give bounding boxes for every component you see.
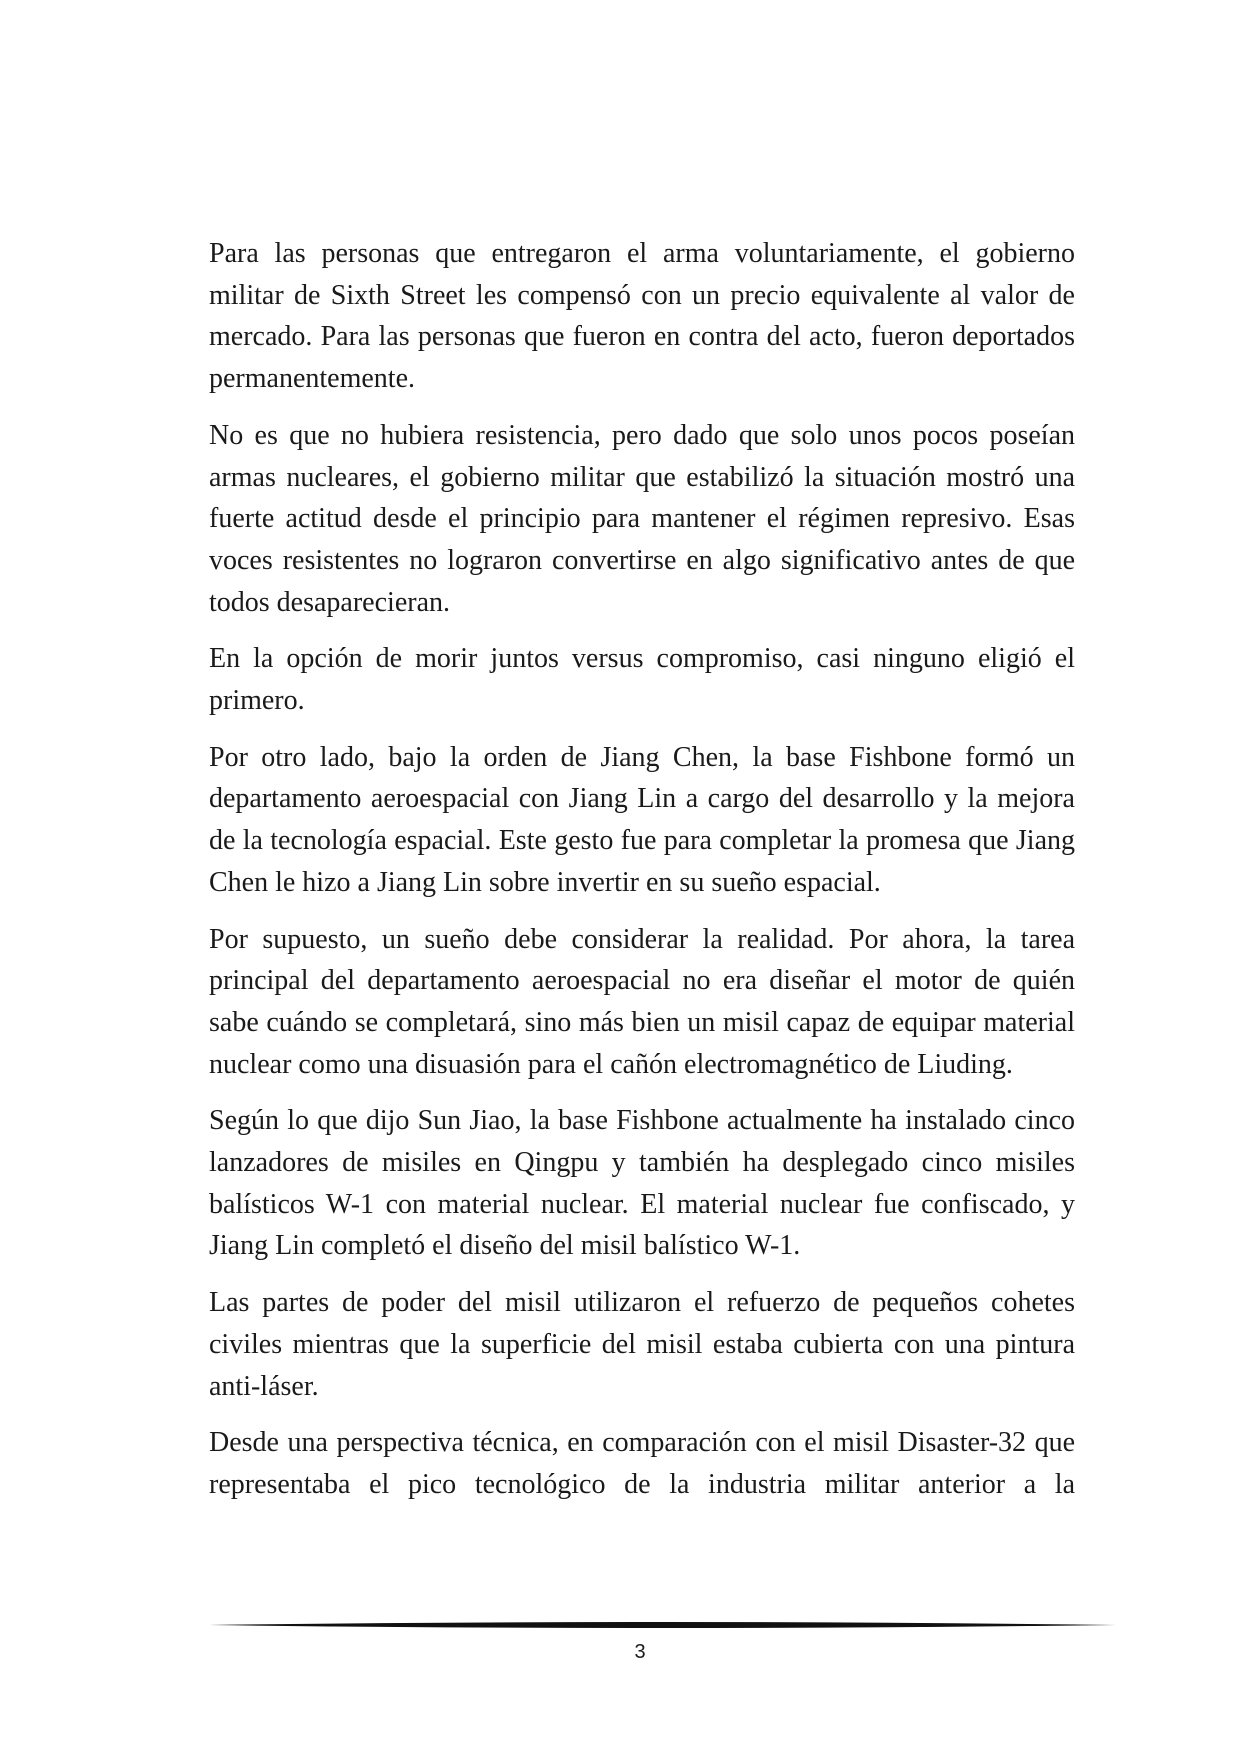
paragraph-4: Por otro lado, bajo la orden de Jiang Chen, la base Fishbone formó un departamento aeroespacial con Jiang Lin a cargo del desarrollo y la mejora de la tecnología espacial. Este gesto fue para completar la promesa que Jiang Chen le hizo a Jiang Lin sobre invertir en su sueño espacial. — [209, 741, 1075, 898]
page-number: 3 — [634, 1641, 646, 1663]
paragraph-2: No es que no hubiera resistencia, pero dado que solo unos pocos poseían armas nucleares, el gobierno militar que estabilizó la situación mostró una fuerte actitud desde el principio para mantener el régimen represivo. Esas voces resistentes no lograron convertirse en algo significativo antes de que todos desaparecieran. — [209, 419, 1075, 618]
paragraph-5: Por supuesto, un sueño debe considerar la realidad. Por ahora, la tarea principal del departamento aeroespacial no era diseñar el motor de quién sabe cuándo se completará, sino más bien un misil capaz de equipar material nuclear como una disuasión para el cañón electromagnético de Liuding. — [209, 923, 1075, 1080]
paragraph-6: Según lo que dijo Sun Jiao, la base Fishbone actualmente ha instalado cinco lanzadores de misiles en Qingpu y también ha desplegado cinco misiles balísticos W-1 con material nuclear. El material nuclear fue confiscado, y Jiang Lin completó el diseño del misil balístico W-1. — [209, 1105, 1075, 1262]
paragraph-7: Las partes de poder del misil utilizaron el refuerzo de pequeños cohetes civiles mientras que la superficie del misil estaba cubierta con una pintura anti-láser. — [209, 1287, 1075, 1402]
paragraph-1: Para las personas que entregaron el arma voluntariamente, el gobierno militar de Sixth Street les compensó con un precio equivalente al valor de mercado. Para las personas que fueron en contra del acto, fueron deportados permanentemente. — [209, 238, 1075, 395]
footer-rule-divider — [209, 1620, 1116, 1630]
paragraph-8: Desde una perspectiva técnica, en comparación con el misil Disaster-32 que representaba el pico tecnológico de la industria militar anterior a la — [209, 1427, 1075, 1500]
body-text — [209, 233, 1075, 1506]
paragraph-3: En la opción de morir juntos versus compromiso, casi ninguno eligió el primero. — [209, 643, 1075, 717]
